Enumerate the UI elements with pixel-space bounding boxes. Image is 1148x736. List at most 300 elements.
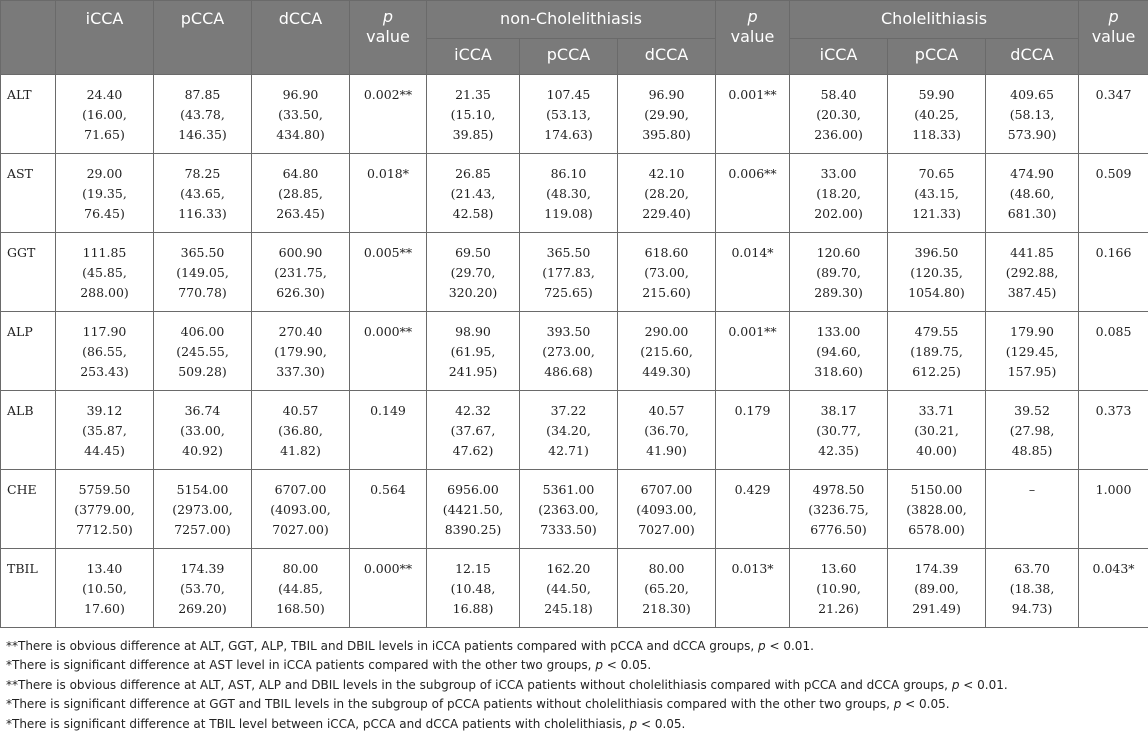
iqr-value: 44.45) <box>84 443 125 458</box>
header-row-1 <box>1 1 1148 39</box>
value-cell <box>790 75 888 154</box>
value-cell <box>56 233 154 312</box>
iqr-value: 253.43) <box>80 364 129 379</box>
header-p-value-non: p value <box>716 1 790 75</box>
iqr-value: 241.95) <box>448 364 498 379</box>
iqr-value: 76.45) <box>84 206 125 221</box>
footnote-p: p <box>893 697 902 712</box>
iqr-value: (29.70, <box>450 265 496 280</box>
p-value-cell: 0.014* <box>716 233 790 312</box>
footnote <box>6 695 1146 714</box>
value-cell <box>154 391 252 470</box>
table-row <box>1 312 1148 391</box>
median-value: 87.85 <box>184 87 221 102</box>
iqr-value: 7027.00) <box>272 522 329 537</box>
iqr-value: 337.30) <box>276 364 325 379</box>
p-value-cell: 0.002** <box>350 75 427 154</box>
median-value: 618.60 <box>644 245 689 260</box>
value-cell <box>427 154 520 233</box>
iqr-value: (34.20, <box>546 423 591 438</box>
median-value: 474.90 <box>1010 166 1054 181</box>
row-label: GGT <box>1 233 56 312</box>
iqr-value: (2973.00, <box>172 502 233 517</box>
iqr-value: (177.83, <box>542 265 595 280</box>
iqr-value: 725.65) <box>544 285 593 300</box>
value-cell <box>986 312 1079 391</box>
value-cell <box>154 233 252 312</box>
value-cell <box>154 154 252 233</box>
header-corner <box>1 1 56 75</box>
iqr-value: 229.40) <box>642 206 691 221</box>
iqr-value: (20.30, <box>816 107 861 122</box>
median-value: 406.00 <box>180 324 225 339</box>
median-value: 96.90 <box>648 87 685 102</box>
value-cell <box>618 154 716 233</box>
table-row <box>1 154 1148 233</box>
row-label: AST <box>1 154 56 233</box>
header-non-pCCA: pCCA <box>520 39 618 75</box>
iqr-value: (61.95, <box>450 344 496 359</box>
median-value: 40.57 <box>648 403 685 418</box>
value-cell <box>427 549 520 628</box>
iqr-value: (189.75, <box>910 344 963 359</box>
p-value-cell: 0.166 <box>1079 233 1148 312</box>
iqr-value: (33.00, <box>180 423 225 438</box>
value-cell <box>888 312 986 391</box>
value-cell <box>520 312 618 391</box>
median-value: 6707.00 <box>640 482 693 497</box>
value-cell <box>888 154 986 233</box>
iqr-value: (43.78, <box>180 107 225 122</box>
iqr-value: 449.30) <box>642 364 691 379</box>
value-cell <box>618 312 716 391</box>
value-cell <box>252 312 350 391</box>
iqr-value: (45.85, <box>82 265 127 280</box>
value-cell <box>618 391 716 470</box>
median-value: 69.50 <box>455 245 491 260</box>
median-value: 409.65 <box>1010 87 1054 102</box>
value-cell <box>154 312 252 391</box>
p-value-cell: 0.000** <box>350 549 427 628</box>
iqr-value: 16.88) <box>452 601 494 616</box>
p-value-cell: 0.018* <box>350 154 427 233</box>
value-cell <box>520 470 618 549</box>
iqr-value: 215.60) <box>642 285 691 300</box>
iqr-value: (120.35, <box>910 265 963 280</box>
iqr-value: 509.28) <box>178 364 227 379</box>
median-value: 24.40 <box>86 87 123 102</box>
iqr-value: (245.55, <box>176 344 229 359</box>
median-value: 441.85 <box>1010 245 1054 260</box>
iqr-value: 573.90) <box>1007 127 1057 142</box>
iqr-value: (36.80, <box>278 423 323 438</box>
iqr-value: 40.92) <box>182 443 223 458</box>
median-value: 600.90 <box>278 245 323 260</box>
iqr-value: 94.73) <box>1011 601 1053 616</box>
p-value-cell: 0.149 <box>350 391 427 470</box>
header-non-cholelithiasis: non-Cholelithiasis <box>427 1 716 39</box>
value-cell <box>520 391 618 470</box>
iqr-value: (3236.75, <box>808 502 869 517</box>
median-value: 365.50 <box>546 245 591 260</box>
value-cell <box>252 75 350 154</box>
iqr-value: 40.00) <box>916 443 957 458</box>
value-cell <box>427 391 520 470</box>
median-value: 98.90 <box>455 324 491 339</box>
header-chol-pCCA: pCCA <box>888 39 986 75</box>
header-chol-dCCA: dCCA <box>986 39 1079 75</box>
header-pCCA: pCCA <box>154 1 252 75</box>
iqr-value: 42.58) <box>452 206 494 221</box>
footnote-text: *There is significant difference at AST level in iCCA patients compared with the other two groups, <box>6 658 596 673</box>
value-cell <box>427 312 520 391</box>
iqr-value: 320.20) <box>448 285 498 300</box>
iqr-value: 263.45) <box>276 206 325 221</box>
median-value: 270.40 <box>278 324 323 339</box>
median-value: 36.74 <box>184 403 221 418</box>
p-value-cell: 0.013* <box>716 549 790 628</box>
median-value: 365.50 <box>180 245 225 260</box>
footnote-threshold: < 0.05. <box>637 716 686 731</box>
iqr-value: (73.00, <box>644 265 689 280</box>
iqr-value: (4093.00, <box>270 502 331 517</box>
median-value: 39.12 <box>86 403 123 418</box>
p-value-cell: 0.347 <box>1079 75 1148 154</box>
iqr-value: 146.35) <box>178 127 227 142</box>
median-value: 174.39 <box>180 561 225 576</box>
median-value: 479.55 <box>914 324 959 339</box>
value-cell <box>618 549 716 628</box>
median-value: 42.32 <box>455 403 491 418</box>
iqr-value: (86.55, <box>82 344 127 359</box>
value-cell <box>790 154 888 233</box>
value-cell <box>252 391 350 470</box>
iqr-value: 7027.00) <box>638 522 695 537</box>
iqr-value: 289.30) <box>814 285 863 300</box>
value-cell <box>986 154 1079 233</box>
value-cell <box>520 154 618 233</box>
p-value-cell: 0.373 <box>1079 391 1148 470</box>
iqr-value: 168.50) <box>276 601 325 616</box>
median-value: 120.60 <box>816 245 861 260</box>
value-cell <box>618 233 716 312</box>
iqr-value: 387.45) <box>1007 285 1057 300</box>
value-cell <box>56 391 154 470</box>
value-cell <box>56 470 154 549</box>
p-value-cell: 0.564 <box>350 470 427 549</box>
iqr-value: 6776.50) <box>810 522 867 537</box>
iqr-value: 612.25) <box>912 364 961 379</box>
iqr-value: (35.87, <box>82 423 127 438</box>
footnote <box>6 676 1146 695</box>
median-value: 33.71 <box>918 403 955 418</box>
iqr-value: (21.43, <box>450 186 496 201</box>
iqr-value: 119.08) <box>544 206 593 221</box>
footnote-threshold: < 0.05. <box>901 697 950 712</box>
median-value: 133.00 <box>816 324 861 339</box>
iqr-value: (40.25, <box>914 107 959 122</box>
value-cell <box>888 233 986 312</box>
p-value-cell: 0.005** <box>350 233 427 312</box>
value-cell <box>252 233 350 312</box>
iqr-value: 486.68) <box>544 364 593 379</box>
value-cell <box>154 470 252 549</box>
median-value: 393.50 <box>546 324 591 339</box>
value-cell <box>252 549 350 628</box>
table-row <box>1 75 1148 154</box>
value-cell <box>790 470 888 549</box>
footnote-threshold: < 0.01. <box>765 639 814 653</box>
median-value: 6956.00 <box>447 482 499 497</box>
value-cell <box>56 549 154 628</box>
median-value: 40.57 <box>282 403 319 418</box>
iqr-value: 245.18) <box>544 601 593 616</box>
iqr-value: 218.30) <box>642 601 691 616</box>
header-iCCA: iCCA <box>56 1 154 75</box>
iqr-value: (48.60, <box>1009 186 1055 201</box>
median-value: 179.90 <box>1010 324 1054 339</box>
median-value: 42.10 <box>648 166 685 181</box>
median-value: 29.00 <box>86 166 123 181</box>
table-row <box>1 549 1148 628</box>
iqr-value: (18.38, <box>1009 581 1055 596</box>
value-cell <box>427 75 520 154</box>
median-value: 86.10 <box>550 166 587 181</box>
median-value: 63.70 <box>1014 561 1050 576</box>
median-value: 174.39 <box>914 561 959 576</box>
header-p-value-all: p value <box>350 1 427 75</box>
median-value: 290.00 <box>644 324 689 339</box>
iqr-value: (48.30, <box>546 186 591 201</box>
iqr-value: (33.50, <box>278 107 323 122</box>
p-value-cell: 0.006** <box>716 154 790 233</box>
value-cell <box>520 549 618 628</box>
table-body <box>1 75 1148 628</box>
iqr-value: (53.13, <box>546 107 591 122</box>
iqr-value: (28.85, <box>278 186 323 201</box>
iqr-value: 681.30) <box>1007 206 1057 221</box>
iqr-value: 7333.50) <box>540 522 597 537</box>
iqr-value: (18.20, <box>816 186 861 201</box>
footnote-text: **There is obvious difference at ALT, GGT, ALP, TBIL and DBIL levels in iCCA patients compared with pCCA and dCCA groups, <box>6 639 759 653</box>
iqr-value: (129.45, <box>1005 344 1059 359</box>
iqr-value: 116.33) <box>178 206 227 221</box>
iqr-value: 6578.00) <box>908 522 965 537</box>
value-cell <box>790 391 888 470</box>
value-cell <box>56 312 154 391</box>
footnote-text: *There is significant difference at TBIL level between iCCA, pCCA and dCCA patients with cholelithiasis, <box>6 716 630 731</box>
median-value: 111.85 <box>82 245 127 260</box>
median-value: 396.50 <box>914 245 959 260</box>
row-label: ALT <box>1 75 56 154</box>
header-cholelithiasis: Cholelithiasis <box>790 1 1079 39</box>
iqr-value: (273.00, <box>542 344 595 359</box>
median-value: 13.40 <box>86 561 123 576</box>
median-value: 37.22 <box>550 403 587 418</box>
median-value: 38.17 <box>820 403 857 418</box>
iqr-value: 202.00) <box>814 206 863 221</box>
value-cell <box>986 75 1079 154</box>
footnote-text: **There is obvious difference at ALT, AST, ALP and DBIL levels in the subgroup of iCCA patients without cholelithiasis compared with pCCA and dCCA groups, <box>6 677 952 692</box>
iqr-value: (28.20, <box>644 186 689 201</box>
footnote-p: p <box>951 677 960 692</box>
iqr-value: 47.62) <box>452 443 494 458</box>
iqr-value: 121.33) <box>912 206 961 221</box>
median-value: 5154.00 <box>176 482 229 497</box>
median-value: 80.00 <box>282 561 319 576</box>
iqr-value: (2363.00, <box>538 502 599 517</box>
iqr-value: 42.71) <box>548 443 589 458</box>
median-value: 13.60 <box>820 561 857 576</box>
iqr-value: (89.70, <box>816 265 861 280</box>
median-value: 70.65 <box>918 166 955 181</box>
header-dCCA: dCCA <box>252 1 350 75</box>
value-cell <box>986 391 1079 470</box>
iqr-value: 1054.80) <box>908 285 965 300</box>
row-label: CHE <box>1 470 56 549</box>
median-value: 5759.50 <box>78 482 131 497</box>
footnote <box>6 637 1146 656</box>
iqr-value: (65.20, <box>644 581 689 596</box>
iqr-value: (30.77, <box>816 423 861 438</box>
footnote-p: p <box>629 716 638 731</box>
median-value: 12.15 <box>455 561 491 576</box>
iqr-value: (10.50, <box>82 581 127 596</box>
header-non-dCCA: dCCA <box>618 39 716 75</box>
iqr-value: 626.30) <box>276 285 325 300</box>
value-cell <box>790 549 888 628</box>
iqr-value: (27.98, <box>1009 423 1055 438</box>
iqr-value: (4421.50, <box>442 502 504 517</box>
iqr-value: 39.85) <box>452 127 494 142</box>
iqr-value: (179.90, <box>274 344 327 359</box>
median-value: 64.80 <box>282 166 319 181</box>
iqr-value: 770.78) <box>178 285 227 300</box>
iqr-value: 395.80) <box>642 127 691 142</box>
iqr-value: (29.90, <box>644 107 689 122</box>
iqr-value: (10.48, <box>450 581 496 596</box>
iqr-value: (43.15, <box>914 186 959 201</box>
value-cell <box>427 233 520 312</box>
iqr-value: (36.70, <box>644 423 689 438</box>
iqr-value: 71.65) <box>84 127 125 142</box>
p-value-cell: 0.000** <box>350 312 427 391</box>
iqr-value: 118.33) <box>912 127 961 142</box>
median-value: – <box>1028 482 1036 497</box>
table-row <box>1 391 1148 470</box>
value-cell <box>252 154 350 233</box>
iqr-value: 48.85) <box>1011 443 1053 458</box>
value-cell <box>618 470 716 549</box>
iqr-value: 291.49) <box>912 601 961 616</box>
iqr-value: 434.80) <box>276 127 325 142</box>
value-cell <box>790 312 888 391</box>
median-value: 4978.50 <box>812 482 865 497</box>
p-value-cell: 0.001** <box>716 75 790 154</box>
value-cell <box>888 391 986 470</box>
iqr-value: (10.90, <box>816 581 861 596</box>
iqr-value: 174.63) <box>544 127 593 142</box>
footnote <box>6 656 1146 675</box>
footnote-text: *There is significant difference at GGT and TBIL levels in the subgroup of pCCA patients without cholelithiasis compared with the other two groups, <box>6 697 894 712</box>
footnote-p: p <box>595 658 603 673</box>
iqr-value: 288.00) <box>80 285 129 300</box>
median-value: 117.90 <box>82 324 127 339</box>
p-value-cell: 0.085 <box>1079 312 1148 391</box>
p-value-cell: 0.001** <box>716 312 790 391</box>
iqr-value: 269.20) <box>178 601 227 616</box>
iqr-value: (19.35, <box>82 186 127 201</box>
value-cell <box>986 470 1079 549</box>
iqr-value: (53.70, <box>180 581 225 596</box>
iqr-value: (215.60, <box>640 344 693 359</box>
header-p-value-chol: p value <box>1079 1 1148 75</box>
iqr-value: 42.35) <box>818 443 859 458</box>
table-row <box>1 470 1148 549</box>
row-label: TBIL <box>1 549 56 628</box>
median-value: 39.52 <box>1014 403 1050 418</box>
median-value: 80.00 <box>648 561 685 576</box>
iqr-value: (16.00, <box>82 107 127 122</box>
median-value: 59.90 <box>918 87 955 102</box>
iqr-value: (3828.00, <box>906 502 967 517</box>
iqr-value: (4093.00, <box>636 502 697 517</box>
median-value: 162.20 <box>546 561 591 576</box>
iqr-value: 7257.00) <box>174 522 231 537</box>
header-chol-iCCA: iCCA <box>790 39 888 75</box>
value-cell <box>618 75 716 154</box>
median-value: 33.00 <box>820 166 857 181</box>
value-cell <box>252 470 350 549</box>
row-label: ALP <box>1 312 56 391</box>
value-cell <box>520 75 618 154</box>
median-value: 5150.00 <box>910 482 963 497</box>
value-cell <box>154 549 252 628</box>
table-row <box>1 233 1148 312</box>
iqr-value: 41.82) <box>280 443 321 458</box>
value-cell <box>888 549 986 628</box>
iqr-value: (292.88, <box>1005 265 1059 280</box>
iqr-value: (231.75, <box>274 265 327 280</box>
value-cell <box>427 470 520 549</box>
median-value: 96.90 <box>282 87 319 102</box>
median-value: 21.35 <box>455 87 491 102</box>
iqr-value: (3779.00, <box>74 502 135 517</box>
iqr-value: 21.26) <box>818 601 859 616</box>
iqr-value: (30.21, <box>914 423 959 438</box>
iqr-value: 17.60) <box>84 601 125 616</box>
footnote-threshold: < 0.01. <box>959 677 1008 692</box>
median-value: 26.85 <box>455 166 491 181</box>
median-value: 58.40 <box>820 87 857 102</box>
value-cell <box>790 233 888 312</box>
iqr-value: 236.00) <box>814 127 863 142</box>
p-value-cell: 0.043* <box>1079 549 1148 628</box>
value-cell <box>986 549 1079 628</box>
value-cell <box>888 470 986 549</box>
footnote-p: p <box>758 639 766 653</box>
iqr-value: (58.13, <box>1009 107 1055 122</box>
value-cell <box>520 233 618 312</box>
header-non-iCCA: iCCA <box>427 39 520 75</box>
value-cell <box>56 75 154 154</box>
iqr-value: 157.95) <box>1007 364 1057 379</box>
value-cell <box>888 75 986 154</box>
median-value: 107.45 <box>546 87 591 102</box>
p-value-cell: 0.509 <box>1079 154 1148 233</box>
value-cell <box>986 233 1079 312</box>
value-cell <box>56 154 154 233</box>
